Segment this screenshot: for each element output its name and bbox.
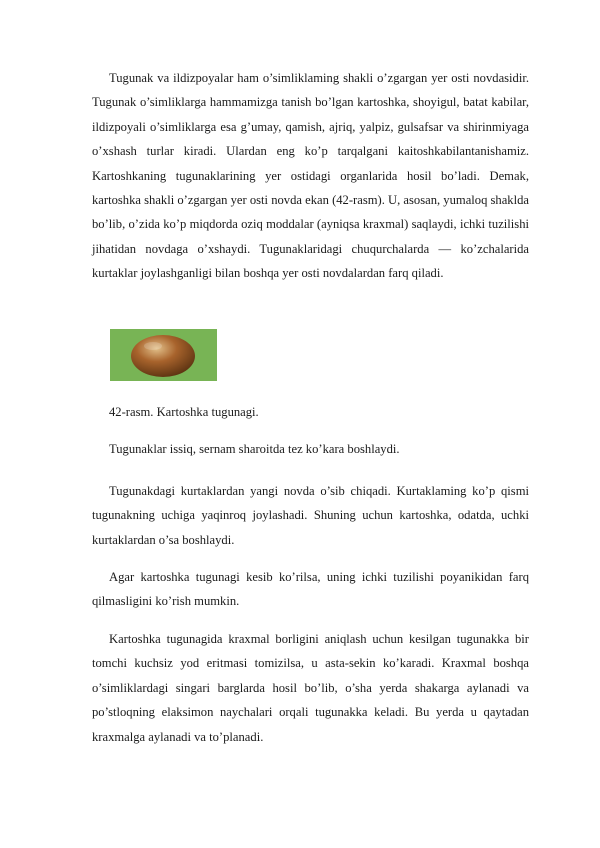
figure-caption: 42-rasm. Kartoshka tugunagi. xyxy=(109,405,259,419)
potato-tuber-figure xyxy=(110,329,217,381)
potato-shine xyxy=(144,342,162,350)
potato-tuber-shape xyxy=(131,335,195,377)
paragraph-buds: Tugunakdagi kurtaklardan yangi novda o’sib chiqadi. Kurtaklaming ko’p qismi tugunakning uchiga yaqinroq joylashadi. Shuning uchun kartoshka, odatda, uchki kurtaklardan o’sa boshlaydi. xyxy=(92,484,529,547)
paragraph-cross-section: Agar kartoshka tugunagi kesib ko’rilsa, uning ichki tuzilishi poyanikidan farq qilmasligini ko’rish mumkin. xyxy=(92,570,529,609)
paragraph-tuber-intro: Tugunak va ildizpoyalar ham o’simliklaming shakli o’zgargan yer osti novdasidir. Tugunak o’simliklarga hammamizga tanish bo’lgan kartoshka, shoyigul, batat kabilar, ildizpoyali o’simliklarga esa g’umay, qamish, ajriq, yalpiz, gulsafsar va shirinmiyaga o’xshash turlar kiradi. Ulardan eng ko’p tarqalgani kaitoshkabilantanishamiz. Kartoshkaning tugunaklarining yer ostidagi organlarida hosil bo’ladi. Demak, kartoshka shakli o’zgargan yer osti novda ekan (42-rasm). U, asosan, yumaloq shaklda bo’lib, o’zida ko’p miqdorda oziq moddalar (ayniqsa kraxmal) saqlaydi, ichki tuzilishi jihatidan novdaga o’xshaydi. Tugunaklaridagi chuqurchalarda — ko’zchalarida kurtaklar joylashganligi bilan boshqa yer osti novdalardan farq qiladi. xyxy=(92,71,529,281)
paragraph-starch: Kartoshka tugunagida kraxmal borligini aniqlash uchun kesilgan tugunakka bir tomchi kuchsiz yod eritmasi tomizilsa, u asta-sekin ko’karadi. Kraxmal boshqa o’simliklardagi singari barglarda hosil bo’lib, o’sha yerda shakarga aylanadi va po’stloqning elaksimon naychalari orqali tugunakka keladi. Bu yerda u qaytadan kraxmalga aylanadi va to’planadi. xyxy=(92,632,529,744)
potato-image xyxy=(110,329,217,381)
paragraph-sprouting: Tugunaklar issiq, sernam sharoitda tez ko’kara boshlaydi. xyxy=(109,442,400,456)
